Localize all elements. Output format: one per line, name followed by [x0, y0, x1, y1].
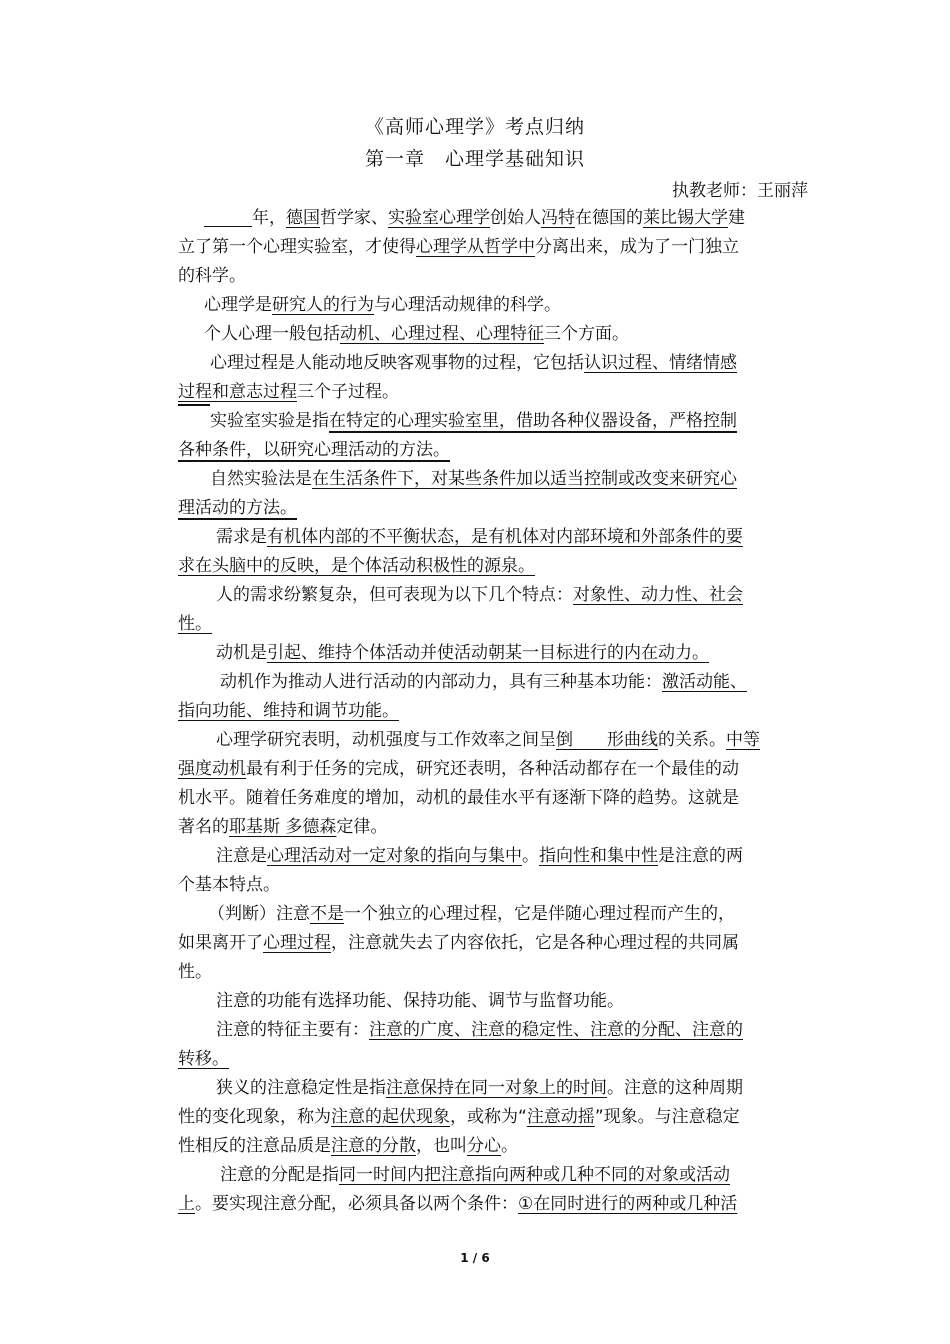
text-line-18: 指向功能、维持和调节功能。: [178, 701, 399, 721]
fill-blank: [204, 206, 252, 227]
text-line-12: 需求是有机体内部的不平衡状态，是有机体对内部环境和外部条件的要: [216, 527, 743, 547]
text-line-23: 注意是心理活动对一定对象的指向与集中。指向性和集中性是注意的两: [216, 846, 743, 866]
text-line-9: 各种条件，以研究心理活动的方法。: [178, 440, 450, 460]
text-line-17: 动机作为推动人进行活动的内部动力，具有三种基本功能：激活动能、: [220, 672, 747, 692]
text-line-2: 立了第一个心理实验室，才使得心理学从哲学中分离出来，成为了一门独立: [178, 237, 739, 257]
text-line-1: 年，德国哲学家、实验室心理学创始人冯特在德国的莱比锡大学建: [178, 203, 810, 233]
teacher-name: 执教老师：王丽萍: [672, 181, 808, 201]
text-line-32: 性的变化现象，称为注意的起伏现象，或称为“注意动摇”现象。与注意稳定: [178, 1107, 740, 1127]
text-line-30: 转移。: [178, 1049, 229, 1069]
text-line-24: 个基本特点。: [178, 875, 280, 895]
text-line-6: 心理过程是人能动地反映客观事物的过程，它包括认识过程、情绪情感: [210, 353, 737, 373]
text-line-34: 注意的分配是指同一时间内把注意指向两种或几种不同的对象或活动: [220, 1165, 730, 1185]
text-line-26: 如果离开了心理过程，注意就失去了内容依托，它是各种心理过程的共同属: [178, 933, 739, 953]
text-line-8: 实验室实验是指在特定的心理实验室里，借助各种仪器设备，严格控制: [210, 411, 737, 431]
text-line-4: 心理学是研究人的行为与心理活动规律的科学。: [204, 295, 561, 315]
text-line-28: 注意的功能有选择功能、保持功能、调节与监督功能。: [216, 991, 624, 1011]
text-line-3: 的科学。: [178, 266, 246, 286]
text-line-33: 性相反的注意品质是注意的分散，也叫分心。: [178, 1136, 518, 1156]
text-line-29: 注意的特征主要有：注意的广度、注意的稳定性、注意的分配、注意的: [216, 1020, 743, 1040]
text-line-31: 狭义的注意稳定性是指注意保持在同一对象上的时间。注意的这种周期: [216, 1078, 743, 1098]
text-line-19: 心理学研究表明，动机强度与工作效率之间呈倒 形曲线的关系。中等: [216, 730, 760, 750]
text-line-10: 自然实验法是在生活条件下，对某些条件加以适当控制或改变来研究心: [210, 469, 737, 489]
text-line-27: 性。: [178, 962, 212, 982]
text-line-13: 求在头脑中的反映，是个体活动积极性的源泉。: [178, 556, 535, 576]
text-line-21: 机水平。随着任务难度的增加，动机的最佳水平有逐渐下降的趋势。这就是: [178, 788, 739, 808]
text-line-14: 人的需求纷繁复杂，但可表现为以下几个特点：对象性、动力性、社会: [216, 585, 743, 605]
text-line-7: 过程和意志过程三个子过程。: [178, 382, 399, 402]
text-line-22: 著名的耶基斯 多德森定律。: [178, 817, 388, 837]
page-number: 1 / 6: [460, 1251, 490, 1265]
text-line-25: （判断）注意不是一个独立的心理过程，它是伴随心理过程而产生的，: [208, 904, 735, 924]
doc-title: 《高师心理学》考点归纳: [364, 116, 585, 138]
text-line-20: 强度动机最有利于任务的完成，研究还表明，各种活动都存在一个最佳的动: [178, 759, 739, 779]
chapter-title: 第一章 心理学基础知识: [364, 148, 585, 170]
text-line-35: 上。要实现注意分配，必须具备以两个条件：①在同时进行的两种或几种活: [178, 1194, 738, 1214]
text-line-15: 性。: [178, 614, 212, 634]
text-line-11: 理活动的方法。: [178, 498, 297, 518]
text-line-16: 动机是引起、维持个体活动并使活动朝某一目标进行的内在动力。: [216, 643, 709, 663]
text-line-5: 个人心理一般包括动机、心理过程、心理特征三个方面。: [204, 324, 629, 344]
